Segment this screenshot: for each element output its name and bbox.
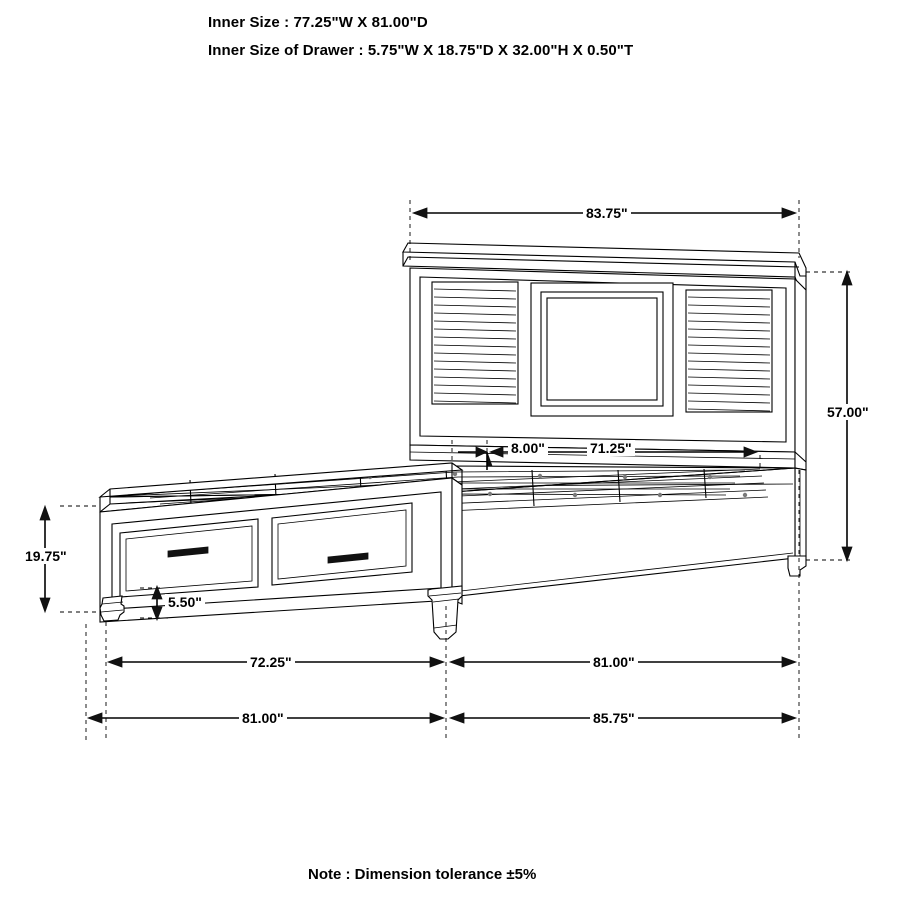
inner-size-drawer-line: Inner Size of Drawer : 5.75"W X 18.75"D X 32.00"H X 0.50"T — [208, 42, 634, 59]
dim-drawer-clearance: 5.50" — [165, 594, 205, 610]
dim-slat-inner-width: 71.25" — [587, 440, 635, 456]
dim-footboard-height: 19.75" — [22, 548, 70, 564]
inner-size-line: Inner Size : 77.25"W X 81.00"D — [208, 14, 428, 31]
dim-overall-width: 81.00" — [239, 710, 287, 726]
tolerance-note: Note : Dimension tolerance ±5% — [308, 866, 537, 883]
dim-headboard-width: 83.75" — [583, 205, 631, 221]
dim-overall-depth: 85.75" — [590, 710, 638, 726]
dim-bed-depth-inner: 81.00" — [590, 654, 638, 670]
dim-headboard-height: 57.00" — [824, 404, 872, 420]
dim-rail-to-slat-height: 8.00" — [508, 440, 548, 456]
dim-footboard-width: 72.25" — [247, 654, 295, 670]
